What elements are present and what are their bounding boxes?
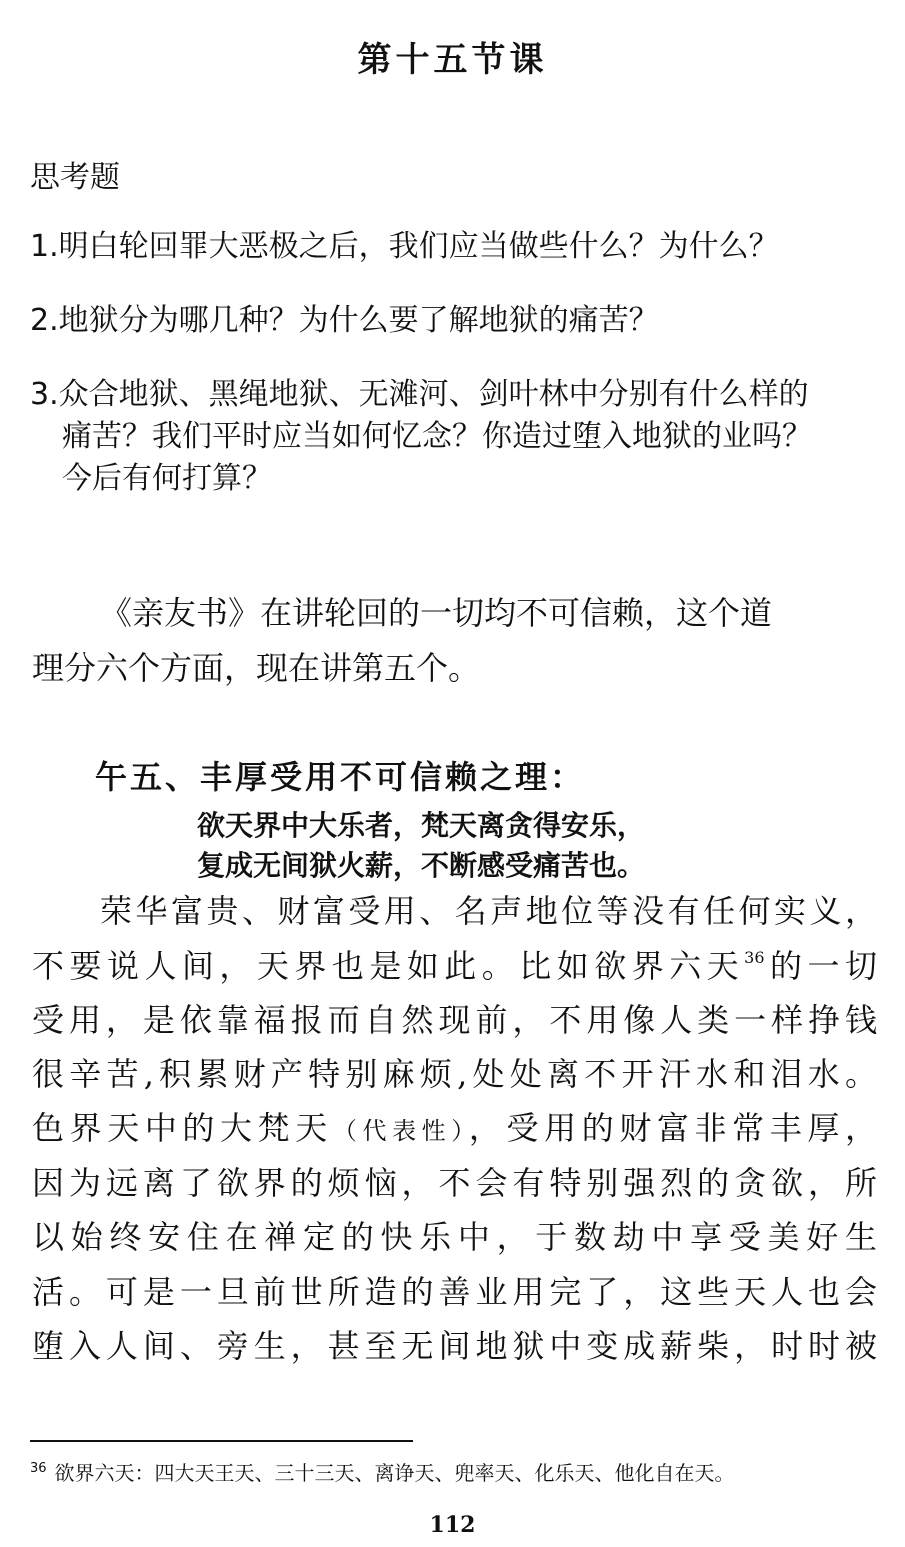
question-1: 1.明白轮回罪大恶极之后，我们应当做些什么？为什么？ — [30, 229, 779, 264]
verse-line-2: 复成无间狱火薪，不断感受痛苦也。 — [197, 849, 646, 882]
questions-heading: 思考题 — [30, 160, 120, 195]
footnote-text: 欲界六天：四大天王天、三十三天、离诤天、兜率天、化乐天、他化自在天。 — [54, 1461, 735, 1485]
body-line-4: 很辛苦,积累财产特别麻烦,处处离不开汗水和泪水。 — [32, 1055, 877, 1093]
verse-line-1: 欲天界中大乐者，梵天离贪得安乐， — [197, 809, 646, 842]
body-line-1: 荣华富贵、财富受用、名声地位等没有任何实义， — [100, 892, 877, 930]
page-number: 112 — [429, 1512, 476, 1538]
body-line-8: 活。可是一旦前世所造的善业用完了，这些天人也会 — [32, 1273, 877, 1311]
body-line-2 — [32, 939, 877, 994]
intro-line-2: 理分六个方面，现在讲第五个。 — [32, 649, 481, 687]
body-line-6: 因为远离了欲界的烦恼，不会有特别强烈的贪欲，所 — [32, 1164, 877, 1202]
body-line-5-end: ，受用的财富非常丰厚， — [468, 1109, 877, 1147]
section-title: 午五、丰厚受用不可信赖之理： — [95, 758, 586, 796]
body-line-7: 以始终安住在禅定的快乐中，于数劫中享受美好生 — [32, 1218, 877, 1256]
lesson-title: 第十五节课 — [357, 40, 548, 80]
parenthetical-note: （代表性） — [332, 1117, 469, 1145]
body-line-3: 受用，是依靠福报而自然现前，不用像人类一样挣钱 — [32, 1001, 877, 1039]
footnote — [30, 1457, 735, 1486]
question-3-line-2: 痛苦？我们平时应当如何忆念？你造过堕入地狱的业吗？ — [62, 419, 812, 454]
footnote-ref: 36 — [744, 948, 765, 967]
body-line-2-end: 的一切 — [764, 947, 877, 985]
question-3-line-1: 3.众合地狱、黑绳地狱、无滩河、剑叶林中分别有什么样的 — [30, 377, 809, 412]
question-2: 2.地狱分为哪几种？为什么要了解地狱的痛苦？ — [30, 303, 659, 338]
question-3-line-3: 今后有何打算？ — [62, 461, 272, 496]
intro-line-1: 《亲友书》在讲轮回的一切均不可信赖，这个道 — [100, 594, 773, 632]
body-line-5 — [32, 1101, 877, 1159]
footnote-number: 36 — [30, 1461, 47, 1476]
body-line-9: 堕入人间、旁生，甚至无间地狱中变成薪柴，时时被 — [32, 1327, 877, 1365]
footnote-divider — [30, 1440, 413, 1442]
body-line-2-text: 不要说人间，天界也是如此。比如欲界六天 — [32, 947, 745, 985]
body-line-5-text: 色界天中的大梵天 — [32, 1109, 333, 1147]
